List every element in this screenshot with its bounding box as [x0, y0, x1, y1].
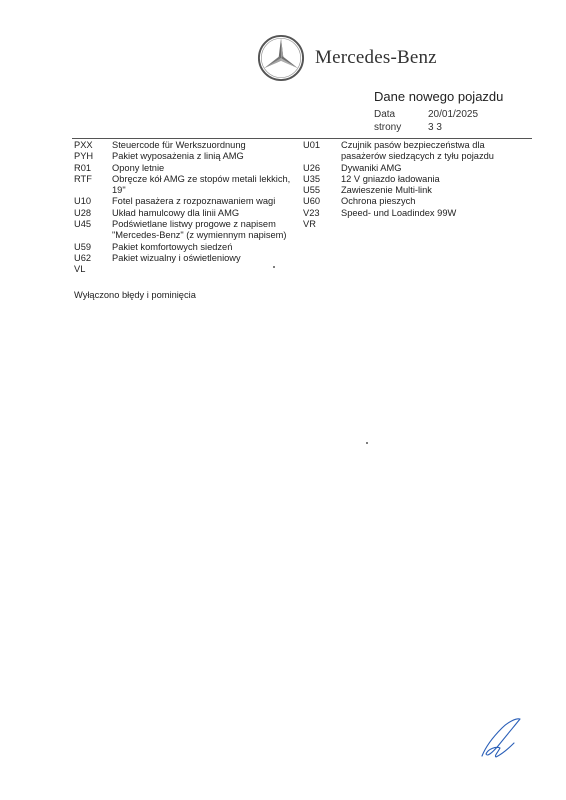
option-description: Czujnik pasów bezpieczeństwa dla pasażerów siedzących z tyłu pojazdu: [341, 140, 494, 162]
option-row: [303, 208, 503, 219]
option-row: [303, 196, 503, 207]
option-code: RTF: [74, 173, 92, 184]
option-row: [74, 163, 304, 174]
header-divider: [72, 138, 532, 139]
disclaimer-text: Wyłączono błędy i pominięcia: [74, 290, 196, 300]
option-description: Układ hamulcowy dla linii AMG: [112, 207, 240, 218]
option-row: [303, 219, 503, 230]
brand-logo: [257, 34, 437, 82]
option-code: VL: [74, 264, 86, 275]
option-code: U59: [74, 241, 92, 252]
option-row: [303, 185, 503, 196]
pages-value: 3 3: [428, 122, 442, 133]
option-row: [74, 174, 304, 197]
option-code: U60: [303, 196, 321, 207]
option-description: [341, 219, 503, 230]
option-description: Speed- und Loadindex 99W: [341, 207, 457, 218]
option-row: [303, 163, 503, 174]
option-code: PXX: [74, 140, 93, 150]
option-row: [74, 219, 304, 242]
option-row: [303, 140, 503, 163]
option-description: Zawieszenie Multi-link: [341, 185, 432, 196]
option-row: [74, 253, 304, 264]
option-row: [74, 151, 304, 162]
option-description: Pakiet komfortowych siedzeń: [112, 241, 233, 252]
options-right-column: [303, 140, 503, 230]
option-code: PYH: [74, 151, 94, 162]
option-description: Pakiet wyposażenia z linią AMG: [112, 151, 244, 162]
option-description: Pakiet wizualny i oświetleniowy: [112, 252, 241, 263]
option-code: VR: [303, 219, 316, 230]
option-code: R01: [74, 162, 92, 173]
option-description: Steuercode für Werkszuordnung: [112, 140, 246, 150]
option-description: [112, 264, 304, 275]
option-code: U55: [303, 185, 321, 196]
scan-speck: [366, 442, 368, 444]
brand-name: Mercedes-Benz: [315, 47, 437, 68]
option-code: U62: [74, 252, 92, 263]
option-row: [74, 264, 304, 275]
option-description: Fotel pasażera z rozpoznawaniem wagi: [112, 196, 276, 207]
option-row: [74, 242, 304, 253]
pages-row: [374, 121, 478, 134]
option-code: U28: [74, 207, 92, 218]
option-code: U01: [303, 140, 321, 150]
option-row: [303, 174, 503, 185]
options-left-column: [74, 140, 304, 276]
option-code: U45: [74, 219, 92, 230]
option-description: Opony letnie: [112, 162, 165, 173]
option-code: U26: [303, 162, 321, 173]
option-description: Dywaniki AMG: [341, 162, 402, 173]
document-title: Dane nowego pojazdu: [374, 89, 504, 104]
date-row: [374, 108, 478, 121]
date-label: Data: [374, 109, 396, 120]
option-description: Ochrona pieszych: [341, 196, 416, 207]
option-description: Obręcze kół AMG ze stopów metali lekkich, 19": [112, 173, 291, 196]
option-row: [74, 140, 304, 151]
document-meta: [374, 108, 478, 134]
option-code: U35: [303, 173, 321, 184]
date-value: 20/01/2025: [428, 109, 479, 120]
option-description: Podświetlane listwy progowe z napisem "Mercedes-Benz" (z wymiennym napisem): [112, 219, 287, 241]
option-row: [74, 196, 304, 207]
scan-speck: [273, 266, 275, 268]
pages-label: strony: [374, 122, 402, 133]
option-code: V23: [303, 207, 320, 218]
option-row: [74, 208, 304, 219]
signature-mark: [476, 716, 526, 760]
mercedes-star-icon: [257, 34, 305, 82]
option-description: 12 V gniazdo ładowania: [341, 173, 440, 184]
option-code: U10: [74, 196, 92, 207]
